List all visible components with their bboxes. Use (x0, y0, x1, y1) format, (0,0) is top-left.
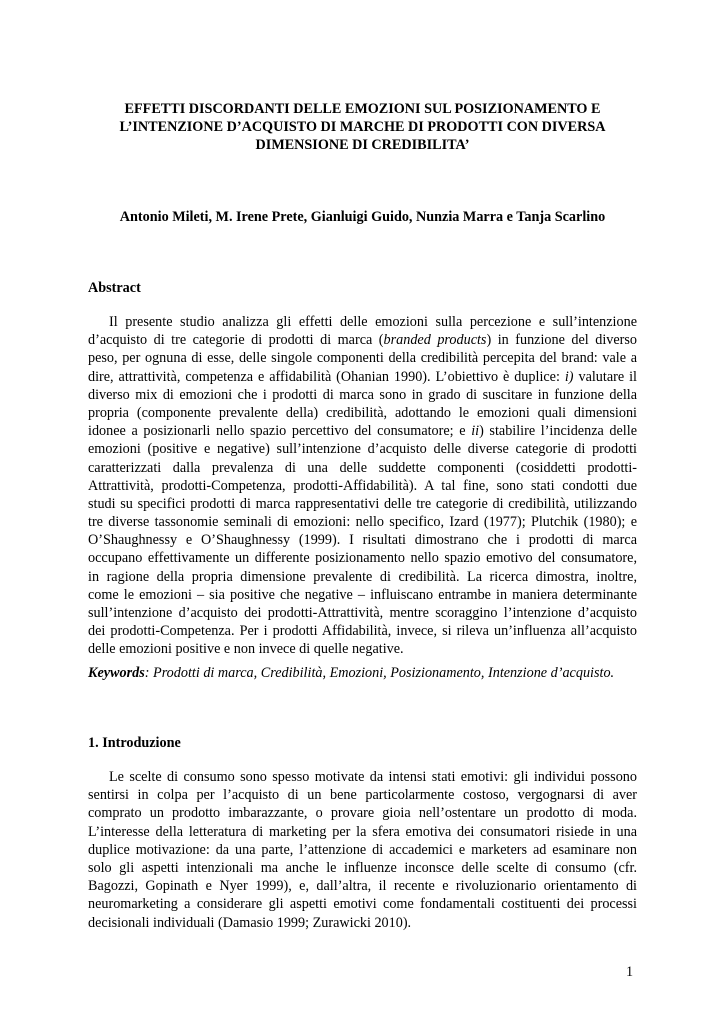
abstract-line: propria (componente prevalente della) credibilità, adottando le emozioni quali dimensioni (88, 404, 637, 421)
authors: Antonio Mileti, M. Irene Prete, Gianluigi Guido, Nunzia Marra e Tanja Scarlino (119, 209, 606, 225)
abstract-line: dire, attrattività, competenza e affidabilità (Ohanian 1990). L’obiettivo è duplice: i) valutare il (88, 368, 637, 385)
title-line-1: EFFETTI DISCORDANTI DELLE EMOZIONI SUL POSIZIONAMENTO E (124, 101, 601, 117)
abstract-heading: Abstract (88, 280, 141, 296)
abstract-line: idonee a posizionarli nello spazio percettivo del consumatore; e ii) stabilire l’incidenza delle (88, 423, 637, 440)
abstract-line: caratterizzati dalla prevalenza di una delle suddette componenti (cosiddetti prodotti- (88, 459, 637, 476)
keywords (88, 664, 637, 682)
intro-line: Bagozzi, Gopinath e Nyer 1999), e, dall’altra, il recente e rivoluzionario orientamento di (88, 878, 637, 895)
abstract-line: dei prodotti-Competenza. Per i prodotti Affidabilità, invece, si rileva un’influenza all’acquisto (88, 623, 637, 640)
abstract-line: peso, per ognuna di esse, delle singole componenti della credibilità percepita del brand: vale a (88, 350, 637, 367)
abstract-line: d’acquisto di tre categorie di prodotti di marca (branded products) in funzione del diverso (88, 332, 638, 349)
abstract-line: in ragione della propria dimensione prevalente di credibilità. La ricerca dimostra, inoltre, (88, 568, 637, 585)
title-line-2: L’INTENZIONE D’ACQUISTO DI MARCHE DI PRODOTTI CON DIVERSA (119, 119, 606, 135)
abstract-line: sull’intenzione d’acquisto dei prodotti-Attrattività, mentre scoraggino l’intenzione d’acquisto (88, 605, 637, 621)
abstract-line: tre diverse tassonomie seminali di emozioni: nello specifico, Izard (1977); Plutchik (1980); e (88, 514, 637, 531)
intro-line: comprato un prodotto imbarazzante, o provare gioia nell’ostentare un prodotto di moda. (88, 805, 637, 822)
abstract-line: Il presente studio analizza gli effetti delle emozioni sulla percezione e sull’intenzione (109, 314, 637, 330)
abstract-line: occupano effettivamente un differente posizionamento nello spazio emotivo del consumatore, (88, 550, 637, 567)
abstract-line: diverso mix di emozioni che i prodotti di marca sono in grado di suscitare in funzione della (88, 386, 637, 403)
keywords-text: : Prodotti di marca, Credibilità, Emozioni, Posizionamento, Intenzione d’acquisto. (144, 665, 615, 681)
abstract-line: come le emozioni – sia positive che negative – influiscano entrambe in maniera determinante (88, 586, 637, 603)
introduction-body (88, 768, 637, 932)
intro-line: sentirsi in colpa per l’acquisto di un bene particolarmente costoso, vergognarsi di aver (88, 787, 637, 804)
section-heading-introduction: 1. Introduzione (88, 735, 181, 751)
intro-line: neuromarketing a considerare gli aspetti emotivi come fondamentali costituenti dei processi (88, 896, 637, 913)
abstract-body (88, 313, 637, 659)
abstract-line: Attrattività, prodotti-Competenza, prodotti-Affidabilità). A tal fine, sono stati condotti due (88, 477, 637, 494)
abstract-line: O’Shaughnessy e O’Shaughnessy (1999). I risultati dimostrano che i prodotti di marca (88, 532, 637, 549)
intro-line: solo gli aspetti intenzionali ma anche le influenze inconsce delle scelte di consumo (cfr. (88, 859, 637, 876)
paper-title (100, 100, 625, 154)
abstract-line: emozioni (positive e negative) sull’intenzione d’acquisto delle diverse categorie di prodotti (88, 441, 637, 458)
abstract-line: studi su specifici prodotti di marca rappresentativi delle tre categorie di credibilità, utilizzando (88, 495, 637, 512)
page-number: 1 (626, 964, 634, 980)
abstract-line: delle emozioni positive e non invece di quelle negative. (88, 641, 404, 658)
keywords-label: Keywords (88, 665, 145, 681)
intro-line: duplice motivazione: da una parte, l’attenzione di accademici e marketers ad esaminare non (88, 841, 637, 858)
intro-line: Le scelte di consumo sono spesso motivate da intensi stati emotivi: gli individui possono (109, 769, 637, 785)
title-line-3: DIMENSIONE DI CREDIBILITA’ (255, 137, 470, 153)
intro-line: decisionali individuali (Damasio 1999; Zurawicki 2010). (88, 914, 412, 931)
intro-line: L’interesse della letteratura di marketing per la sfera emotiva dei consumatori risiede in una (88, 823, 637, 840)
